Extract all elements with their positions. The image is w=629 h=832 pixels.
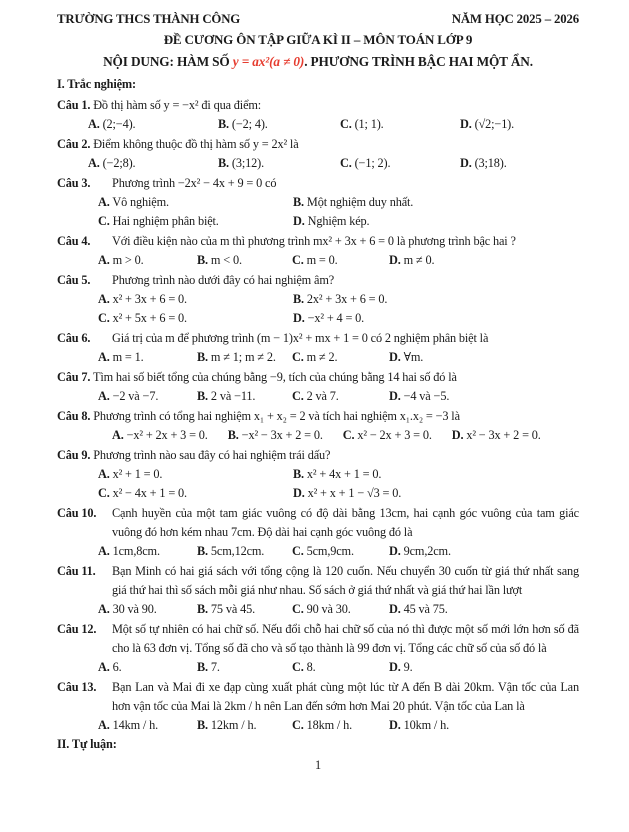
option-label: B. xyxy=(218,117,229,131)
option-label: A. xyxy=(98,718,110,732)
question xyxy=(57,446,579,503)
option-a xyxy=(88,154,218,173)
option-label: B. xyxy=(218,156,229,170)
option-label: B. xyxy=(197,660,208,674)
option-text: 45 và 75. xyxy=(403,602,448,616)
question-number: Câu 13. xyxy=(57,680,97,694)
option-d xyxy=(460,154,579,173)
option-text: x² − 2x + 3 = 0. xyxy=(357,428,432,442)
option-label: D. xyxy=(293,486,305,500)
question xyxy=(57,368,579,406)
option-label: B. xyxy=(293,292,304,306)
option-label: A. xyxy=(98,350,110,364)
option-b xyxy=(218,154,340,173)
option-label: B. xyxy=(197,602,208,616)
option-text: (2;−4). xyxy=(102,117,136,131)
question-statement xyxy=(57,135,579,154)
option-b xyxy=(197,387,292,406)
options-row xyxy=(98,600,579,619)
option-c xyxy=(292,348,389,367)
option-label: A. xyxy=(112,428,124,442)
question xyxy=(57,678,579,735)
option-c xyxy=(340,154,460,173)
question-number: Câu 7. xyxy=(57,370,91,384)
option-label: B. xyxy=(197,389,208,403)
option-label: D. xyxy=(451,428,464,442)
option-text: 30 và 90. xyxy=(112,602,157,616)
option-b xyxy=(228,428,323,442)
option-d xyxy=(389,251,579,270)
option-d xyxy=(389,348,579,367)
doc-subtitle xyxy=(57,50,579,73)
option-a xyxy=(98,465,293,484)
option-text: ∀m. xyxy=(403,350,424,364)
question xyxy=(57,135,579,173)
option-label: A. xyxy=(98,253,110,267)
option-b xyxy=(197,251,292,270)
option-label: B. xyxy=(197,544,208,558)
option-text: (3;18). xyxy=(474,156,507,170)
option-b xyxy=(293,290,579,309)
option-label: D. xyxy=(293,214,305,228)
option-text: 1cm,8cm. xyxy=(112,544,160,558)
option-label: C. xyxy=(340,156,352,170)
options-row xyxy=(98,716,579,735)
option-label: A. xyxy=(88,156,100,170)
question-statement xyxy=(57,271,579,290)
option-label: C. xyxy=(292,389,304,403)
options-row xyxy=(98,290,579,328)
option-a xyxy=(88,115,218,134)
question xyxy=(57,620,579,677)
question-text: Phương trình nào sau đây có hai nghiệm trái dấu? xyxy=(93,448,331,462)
option-text: −x² + 2x + 3 = 0. xyxy=(126,428,208,442)
option-label: A. xyxy=(98,195,110,209)
option-label: A. xyxy=(98,544,110,558)
question-text: Phương trình có tổng hai nghiệm x₁ + x₂ = 2 và tích hai nghiệm x₁.x₂ = −3 là xyxy=(93,409,460,423)
question xyxy=(57,271,579,328)
options-row xyxy=(88,115,579,134)
section-mc-heading: I. Trắc nghiệm: xyxy=(57,77,136,91)
question-number: Câu 3. xyxy=(57,176,91,190)
option-text: 5cm,12cm. xyxy=(210,544,265,558)
option-text: 8. xyxy=(306,660,316,674)
option-label: C. xyxy=(292,544,304,558)
question-text: Với điều kiện nào của m thì phương trình mx² + 3x + 6 = 0 là phương trình bậc hai ? xyxy=(112,234,516,248)
option-b xyxy=(197,542,292,561)
option-label: A. xyxy=(98,602,110,616)
question-statement xyxy=(57,562,579,600)
option-a xyxy=(98,716,197,735)
question xyxy=(57,407,579,445)
option-b xyxy=(197,348,292,367)
option-a xyxy=(98,251,197,270)
option-c xyxy=(292,251,389,270)
option-text: Một nghiệm duy nhất. xyxy=(306,195,414,209)
question xyxy=(57,504,579,561)
option-b xyxy=(218,115,340,134)
option-text: x² − 4x + 1 = 0. xyxy=(112,486,187,500)
question-text: Một số tự nhiên có hai chữ số. Nếu đổi chỗ hai chữ số của nó thì được một số mới lớn hơn số đã cho là 63 đơn vị. Tổng số đã cho và số tạo thành là 99 đơn vị. Tổng các chữ số của số đó là xyxy=(112,622,579,655)
question xyxy=(57,174,579,231)
option-label: C. xyxy=(340,117,352,131)
option-c xyxy=(292,658,389,677)
options-row xyxy=(112,426,579,445)
subtitle-suffix: . PHƯƠNG TRÌNH BẬC HAI MỘT ẨN. xyxy=(304,54,533,69)
option-text: 9. xyxy=(403,660,413,674)
question-number: Câu 5. xyxy=(57,273,91,287)
question-statement xyxy=(57,174,579,193)
option-text: −4 và −5. xyxy=(403,389,450,403)
question-statement xyxy=(57,96,579,115)
option-label: C. xyxy=(98,486,110,500)
option-label: C. xyxy=(292,350,304,364)
option-label: D. xyxy=(389,389,401,403)
option-text: 90 và 30. xyxy=(306,602,351,616)
option-label: C. xyxy=(98,311,110,325)
question-text: Giá trị của m để phương trình (m − 1)x² + mx + 1 = 0 có 2 nghiệm phân biệt là xyxy=(112,331,489,345)
option-label: B. xyxy=(197,718,208,732)
options-row xyxy=(98,387,579,406)
option-text: x² + 4x + 1 = 0. xyxy=(306,467,382,481)
option-label: D. xyxy=(389,544,401,558)
option-c xyxy=(98,309,293,328)
option-text: 2 và 7. xyxy=(306,389,339,403)
option-text: 2 và −11. xyxy=(210,389,256,403)
option-text: 18km / h. xyxy=(306,718,353,732)
option-d xyxy=(389,387,579,406)
question xyxy=(57,329,579,367)
option-b xyxy=(197,716,292,735)
option-label: C. xyxy=(98,214,110,228)
option-text: m > 0. xyxy=(112,253,144,267)
question-text: Cạnh huyền của một tam giác vuông có độ dài bằng 13cm, hai cạnh góc vuông của tam giác vuông đó hơn kém nhau 7cm. Độ dài hai cạnh góc vuông đó là xyxy=(112,506,579,539)
school-name: TRƯỜNG THCS THÀNH CÔNG xyxy=(57,12,241,26)
option-text: 10km / h. xyxy=(403,718,450,732)
option-text: x² + 5x + 6 = 0. xyxy=(112,311,187,325)
option-label: A. xyxy=(98,292,110,306)
option-c xyxy=(292,716,389,735)
option-text: (3;12). xyxy=(231,156,264,170)
option-text: 12km / h. xyxy=(210,718,257,732)
question-number: Câu 11. xyxy=(57,564,96,578)
option-text: −x² − 3x + 2 = 0. xyxy=(241,428,323,442)
subtitle-math: y = ax²(a ≠ 0) xyxy=(232,54,305,69)
option-text: Vô nghiệm. xyxy=(112,195,169,209)
options-row xyxy=(98,193,579,231)
option-b xyxy=(293,193,579,212)
option-a xyxy=(98,600,197,619)
question-text: Bạn Lan và Mai đi xe đạp cùng xuất phát cùng một lúc từ A đến B dài 20km. Vận tốc của Lan hơn vận tốc của Mai là 2km / h nên Lan đến sớm hơn Mai 20 phút. Vận tốc của Lan là xyxy=(112,680,579,713)
page-number: 1 xyxy=(315,758,321,772)
option-c xyxy=(98,484,293,503)
question-number: Câu 12. xyxy=(57,622,97,636)
option-text: Nghiệm kép. xyxy=(307,214,370,228)
option-text: m = 1. xyxy=(112,350,144,364)
header-row xyxy=(57,10,579,29)
option-text: −2 và −7. xyxy=(112,389,159,403)
option-a xyxy=(98,387,197,406)
option-label: B. xyxy=(197,350,208,364)
option-label: D. xyxy=(389,602,401,616)
option-label: C. xyxy=(292,253,304,267)
options-row xyxy=(88,154,579,173)
option-text: (−2;8). xyxy=(102,156,136,170)
doc-title: ĐỀ CƯƠNG ÔN TẬP GIỮA KÌ II – MÔN TOÁN LỚP 9 xyxy=(163,32,473,47)
question-statement xyxy=(57,504,579,542)
question-statement xyxy=(57,329,579,348)
option-text: (−1; 2). xyxy=(354,156,391,170)
question-text: Phương trình −2x² − 4x + 9 = 0 có xyxy=(112,176,277,190)
option-text: m ≠ 2. xyxy=(306,350,338,364)
option-text: m ≠ 0. xyxy=(403,253,435,267)
question-statement xyxy=(57,446,579,465)
option-d xyxy=(389,600,579,619)
option-label: B. xyxy=(197,253,208,267)
question-statement xyxy=(57,368,579,387)
option-label: D. xyxy=(460,156,472,170)
option-c xyxy=(292,600,389,619)
option-c xyxy=(292,542,389,561)
subtitle-prefix: NỘI DUNG: HÀM SỐ xyxy=(103,54,233,69)
option-text: 5cm,9cm. xyxy=(306,544,354,558)
option-c xyxy=(98,212,293,231)
question-number: Câu 10. xyxy=(57,506,97,520)
option-d xyxy=(293,484,579,503)
option-a xyxy=(98,542,197,561)
question xyxy=(57,96,579,134)
section-essay-heading: II. Tự luận: xyxy=(57,737,117,751)
option-text: 9cm,2cm. xyxy=(403,544,451,558)
options-row xyxy=(98,348,579,367)
option-label: D. xyxy=(389,253,401,267)
option-text: x² − 3x + 2 = 0. xyxy=(466,428,541,442)
option-text: Hai nghiệm phân biệt. xyxy=(112,214,219,228)
option-b xyxy=(293,465,579,484)
option-label: D. xyxy=(460,117,472,131)
option-text: 2x² + 3x + 6 = 0. xyxy=(306,292,388,306)
option-c xyxy=(343,428,432,442)
option-text: x² + 1 = 0. xyxy=(112,467,163,481)
question-number: Câu 1. xyxy=(57,98,91,112)
question-number: Câu 8. xyxy=(57,409,91,423)
option-text: x² + x + 1 − √3 = 0. xyxy=(307,486,402,500)
question-number: Câu 4. xyxy=(57,234,91,248)
option-text: m ≠ 1; m ≠ 2. xyxy=(210,350,276,364)
options-row xyxy=(98,658,579,677)
option-label: D. xyxy=(293,311,305,325)
option-d xyxy=(452,428,541,442)
option-text: 14km / h. xyxy=(112,718,159,732)
question-number: Câu 2. xyxy=(57,137,91,151)
option-label: A. xyxy=(98,660,110,674)
questions xyxy=(57,96,579,735)
option-label: C. xyxy=(292,718,304,732)
question-number: Câu 9. xyxy=(57,448,91,462)
option-label: D. xyxy=(389,718,401,732)
option-text: 6. xyxy=(112,660,122,674)
option-a xyxy=(98,290,293,309)
option-text: m < 0. xyxy=(210,253,242,267)
option-text: (−2; 4). xyxy=(231,117,268,131)
question-text: Tìm hai số biết tổng của chúng bằng −9, tích của chúng bằng 14 hai số đó là xyxy=(92,370,457,384)
option-text: m = 0. xyxy=(306,253,338,267)
option-text: (1; 1). xyxy=(354,117,384,131)
option-d xyxy=(389,542,579,561)
option-label: B. xyxy=(293,467,304,481)
option-d xyxy=(293,212,579,231)
option-label: A. xyxy=(88,117,100,131)
options-row xyxy=(98,465,579,503)
option-text: 7. xyxy=(210,660,220,674)
question-text: Điểm không thuộc đồ thị hàm số y = 2x² là xyxy=(93,137,299,151)
question-statement xyxy=(57,678,579,716)
option-text: 75 và 45. xyxy=(210,602,255,616)
question xyxy=(57,562,579,619)
school-year: NĂM HỌC 2025 – 2026 xyxy=(451,12,579,26)
option-c xyxy=(292,387,389,406)
option-b xyxy=(197,658,292,677)
option-a xyxy=(98,193,293,212)
question-text: Bạn Minh có hai giá sách với tổng cộng là 120 cuốn. Nếu chuyển 30 cuốn từ giá thứ nhất sang giá thứ hai thì số sách mỗi giá như nhau. Số sách ở giá thứ nhất và giá thứ hai lần lượt xyxy=(112,564,579,597)
question-number: Câu 6. xyxy=(57,331,91,345)
option-text: x² + 3x + 6 = 0. xyxy=(112,292,187,306)
question-text: Đồ thị hàm số y = −x² đi qua điểm: xyxy=(93,98,262,112)
option-text: −x² + 4 = 0. xyxy=(307,311,365,325)
question-statement xyxy=(57,232,579,251)
option-d xyxy=(389,716,579,735)
option-label: D. xyxy=(389,660,401,674)
option-label: C. xyxy=(292,660,304,674)
option-label: A. xyxy=(98,389,110,403)
option-a xyxy=(98,658,197,677)
option-b xyxy=(197,600,292,619)
option-c xyxy=(340,115,460,134)
question-text: Phương trình nào dưới đây có hai nghiệm âm? xyxy=(112,273,335,287)
option-label: C. xyxy=(342,428,355,442)
option-a xyxy=(98,348,197,367)
question xyxy=(57,232,579,270)
option-a xyxy=(112,428,208,442)
question-statement xyxy=(57,407,579,426)
options-row xyxy=(98,251,579,270)
option-label: A. xyxy=(98,467,110,481)
option-label: D. xyxy=(389,350,401,364)
option-label: B. xyxy=(293,195,304,209)
options-row xyxy=(98,542,579,561)
question-statement xyxy=(57,620,579,658)
option-d xyxy=(460,115,579,134)
option-d xyxy=(293,309,579,328)
option-label: B. xyxy=(227,428,239,442)
option-label: C. xyxy=(292,602,304,616)
option-text: (√2;−1). xyxy=(474,117,515,131)
option-d xyxy=(389,658,579,677)
